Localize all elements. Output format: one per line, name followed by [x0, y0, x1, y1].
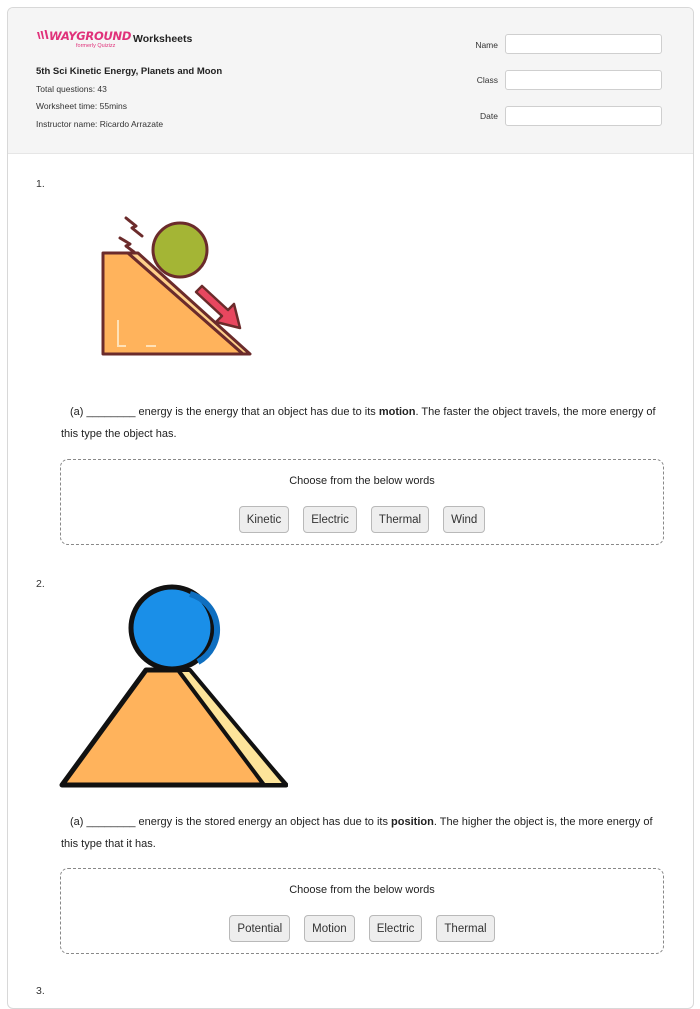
word-bank-label: Choose from the below words: [289, 475, 435, 487]
choice-chip[interactable]: Kinetic: [239, 506, 290, 533]
question-text-prefix: (a) ________ energy is the energy that an object has due to its: [70, 406, 379, 418]
question-number: 1.: [36, 178, 45, 190]
word-bank-label: Choose from the below words: [289, 884, 435, 896]
choice-chip[interactable]: Potential: [229, 915, 290, 942]
wayground-logo: [36, 28, 136, 54]
choice-chip[interactable]: Thermal: [436, 915, 494, 942]
worksheet: [7, 7, 694, 1009]
logo-text: WAYGROUND: [49, 29, 132, 43]
word-bank: [60, 459, 664, 545]
logo-subtitle: formerly Quizizz: [76, 43, 116, 49]
word-bank-choices: [61, 506, 663, 533]
question-text-keyword: motion: [378, 406, 416, 418]
question-number: 3.: [36, 985, 45, 997]
choice-chip[interactable]: Wind: [443, 506, 485, 533]
ball-rolling-down-ramp-icon: [98, 208, 258, 368]
product-name: Worksheets: [133, 33, 193, 45]
ball-on-top-of-hill-icon: [58, 578, 288, 793]
class-label: Class: [476, 75, 498, 85]
class-field[interactable]: [505, 70, 662, 90]
name-field[interactable]: [505, 34, 662, 54]
worksheet-time: Worksheet time: 55mins: [36, 101, 128, 111]
choice-chip[interactable]: Electric: [369, 915, 423, 942]
word-bank-choices: [61, 915, 663, 942]
instructor-name: Instructor name: Ricardo Arrazate: [36, 119, 164, 129]
date-field[interactable]: [505, 106, 662, 126]
logo-mark-icon: [36, 29, 49, 41]
question-number: 2.: [36, 578, 45, 590]
total-questions: Total questions: 43: [36, 84, 107, 94]
question-text: [61, 401, 661, 445]
worksheet-title: 5th Sci Kinetic Energy, Planets and Moon: [36, 66, 223, 77]
worksheet-header: [8, 8, 693, 154]
choice-chip[interactable]: Thermal: [371, 506, 429, 533]
choice-chip[interactable]: Motion: [304, 915, 355, 942]
question-text-prefix: (a) ________ energy is the stored energy an object has due to its: [70, 816, 392, 828]
date-label: Date: [480, 111, 498, 121]
question-text: [61, 811, 661, 855]
word-bank: [60, 868, 664, 954]
question-text-keyword: position: [391, 816, 434, 828]
question-text-suffix: . The faster the object travels, the more energy of this type the object has.: [61, 406, 656, 440]
question-text-suffix: . The higher the object is, the more energy of this type that it has.: [61, 816, 653, 850]
choice-chip[interactable]: Electric: [303, 506, 357, 533]
name-label: Name: [475, 40, 498, 50]
